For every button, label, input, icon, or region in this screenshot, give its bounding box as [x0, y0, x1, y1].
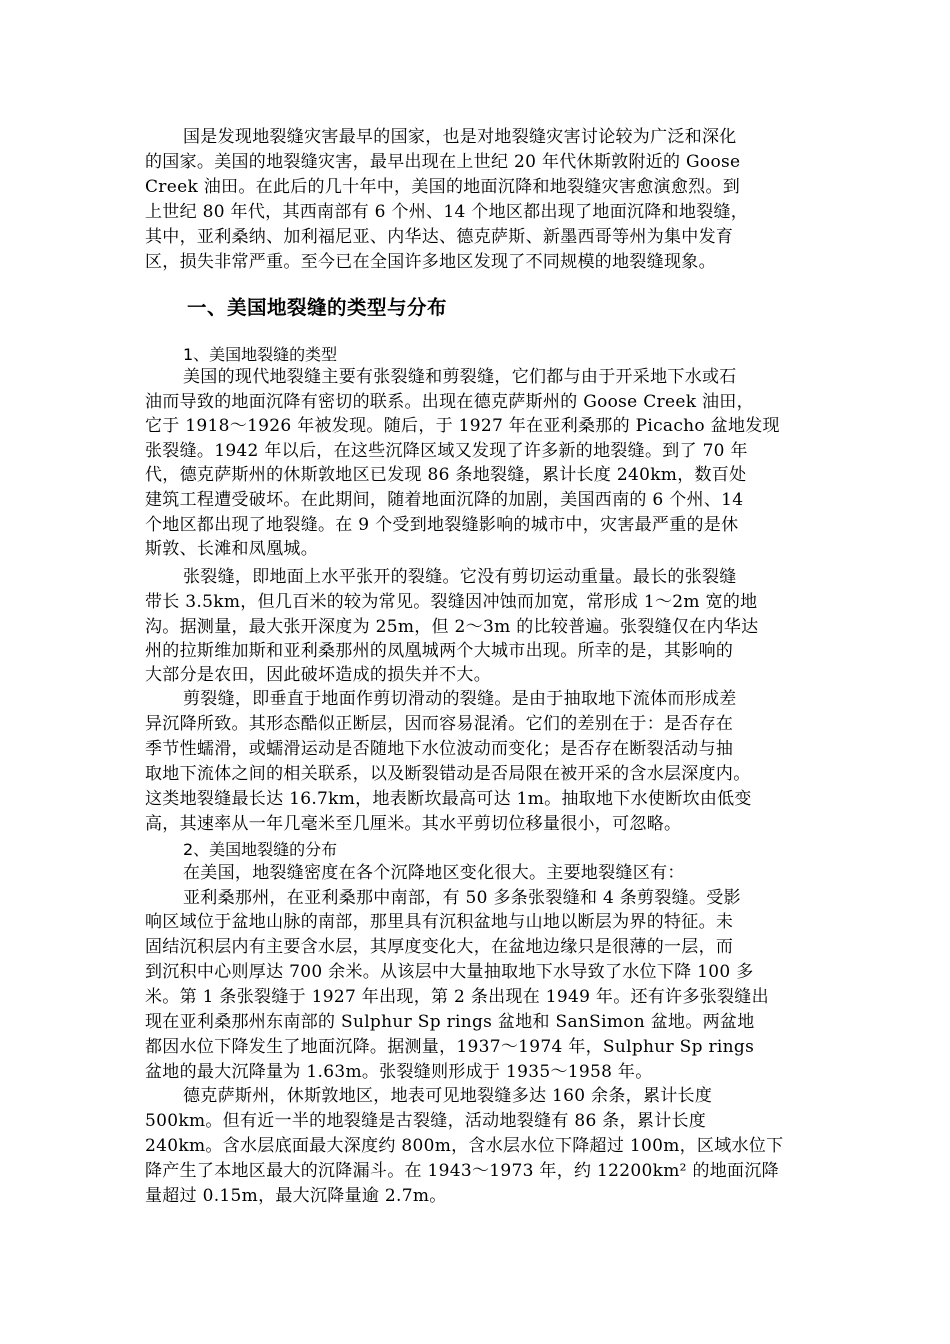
- intro-line: 的国家。美国的地裂缝灾害，最早出现在上世纪 20 年代休斯敦附近的 Goose: [145, 152, 741, 172]
- body-line: 亚利桑那州，在亚利桑那中南部，有 50 多条张裂缝和 4 条剪裂缝。受影: [183, 888, 741, 908]
- body-line: 240km。含水层底面最大深度约 800m，含水层水位下降超过 100m，区域水位下: [145, 1136, 784, 1156]
- body-line: 它于 1918～1926 年被发现。随后，于 1927 年在亚利桑那的 Picacho 盆地发现: [145, 416, 780, 436]
- body-line: 在美国，地裂缝密度在各个沉降地区变化很大。主要地裂缝区有：: [183, 863, 685, 883]
- section-heading: 一、美国地裂缝的类型与分布: [187, 296, 448, 319]
- body-line: 固结沉积层内有主要含水层，其厚度变化大，在盆地边缘只是很薄的一层，而: [145, 937, 734, 957]
- body-line: 张裂缝，即地面上水平张开的裂缝。它没有剪切运动重量。最长的张裂缝: [183, 567, 737, 587]
- body-line: 异沉降所致。其形态酷似正断层，因而容易混淆。它们的差别在于：是否存在: [145, 714, 734, 734]
- body-line: 季节性蠕滑，或蠕滑运动是否随地下水位波动而变化；是否存在断裂活动与抽: [145, 739, 734, 759]
- body-line: 高，其速率从一年几毫米至几厘米。其水平剪切位移量很小，可忽略。: [145, 814, 682, 834]
- intro-line: 区，损失非常严重。至今已在全国许多地区发现了不同规模的地裂缝现象。: [145, 252, 716, 272]
- intro-line: 上世纪 80 年代，其西南部有 6 个州、14 个地区都出现了地面沉降和地裂缝，: [145, 202, 749, 222]
- body-line: 这类地裂缝最长达 16.7km，地表断坎最高可达 1m。抽取地下水使断坎由低变: [145, 789, 752, 809]
- body-line: 美国的现代地裂缝主要有张裂缝和剪裂缝，它们都与由于开采地下水或石: [183, 367, 737, 387]
- body-line: 500km。但有近一半的地裂缝是古裂缝，活动地裂缝有 86 条，累计长度: [145, 1111, 707, 1131]
- body-line: 量超过 0.15m，最大沉降量逾 2.7m。: [145, 1186, 447, 1206]
- body-line: 到沉积中心则厚达 700 余米。从该层中大量抽取地下水导致了水位下降 100 多: [145, 962, 754, 982]
- intro-line: Creek 油田。在此后的几十年中，美国的地面沉降和地裂缝灾害愈演愈烈。到: [145, 177, 741, 197]
- body-line: 现在亚利桑那州东南部的 Sulphur Sp rings 盆地和 SanSimon 盆地。两盆地: [145, 1012, 755, 1032]
- body-line: 带长 3.5km，但几百米的较为常见。裂缝因冲蚀而加宽，常形成 1～2m 宽的地: [145, 592, 758, 612]
- body-line: 张裂缝。1942 年以后，在这些沉降区域又发现了许多新的地裂缝。到了 70 年: [145, 441, 748, 461]
- body-line: 都因水位下降发生了地面沉降。据测量，1937～1974 年，Sulphur Sp rings: [145, 1037, 755, 1057]
- body-line: 剪裂缝，即垂直于地面作剪切滑动的裂缝。是由于抽取地下流体而形成差: [183, 689, 737, 709]
- body-line: 取地下流体之间的相关联系，以及断裂错动是否局限在被开采的含水层深度内。: [145, 764, 751, 784]
- body-line: 盆地的最大沉降量为 1.63m。张裂缝则形成于 1935～1958 年。: [145, 1062, 653, 1082]
- body-line: 沟。据测量，最大张开深度为 25m，但 2～3m 的比较普遍。张裂缝仅在内华达: [145, 617, 759, 637]
- body-line: 代，德克萨斯州的休斯敦地区已发现 86 条地裂缝，累计长度 240km，数百处: [145, 465, 747, 485]
- body-line: 个地区都出现了地裂缝。在 9 个受到地裂缝影响的城市中，灾害最严重的是休: [145, 515, 739, 535]
- body-line: 响区域位于盆地山脉的南部，那里具有沉积盆地与山地以断层为界的特征。未: [145, 912, 734, 932]
- body-line: 斯敦、长滩和凤凰城。: [145, 539, 318, 559]
- body-line: 油而导致的地面沉降有密切的联系。出现在德克萨斯州的 Goose Creek 油田，: [145, 392, 754, 412]
- subsection-heading: 2、美国地裂缝的分布: [183, 840, 338, 859]
- intro-line: 其中，亚利桑纳、加利福尼亚、内华达、德克萨斯、新墨西哥等州为集中发育: [145, 227, 734, 247]
- body-line: 大部分是农田，因此破坏造成的损失并不大。: [145, 665, 491, 685]
- body-line: 州的拉斯维加斯和亚利桑那州的凤凰城两个大城市出现。所幸的是，其影响的: [145, 641, 734, 661]
- body-line: 德克萨斯州，休斯敦地区，地表可见地裂缝多达 160 余条，累计长度: [183, 1086, 713, 1106]
- body-line: 降产生了本地区最大的沉降漏斗。在 1943～1973 年，约 12200km² 的地面沉降: [145, 1161, 779, 1181]
- body-line: 建筑工程遭受破坏。在此期间，随着地面沉降的加剧，美国西南的 6 个州、14: [145, 490, 744, 510]
- intro-line: 国是发现地裂缝灾害最早的国家，也是对地裂缝灾害讨论较为广泛和深化: [183, 127, 737, 147]
- subsection-heading: 1、美国地裂缝的类型: [183, 345, 338, 364]
- body-line: 米。第 1 条张裂缝于 1927 年出现，第 2 条出现在 1949 年。还有许多张裂缝出: [145, 987, 769, 1007]
